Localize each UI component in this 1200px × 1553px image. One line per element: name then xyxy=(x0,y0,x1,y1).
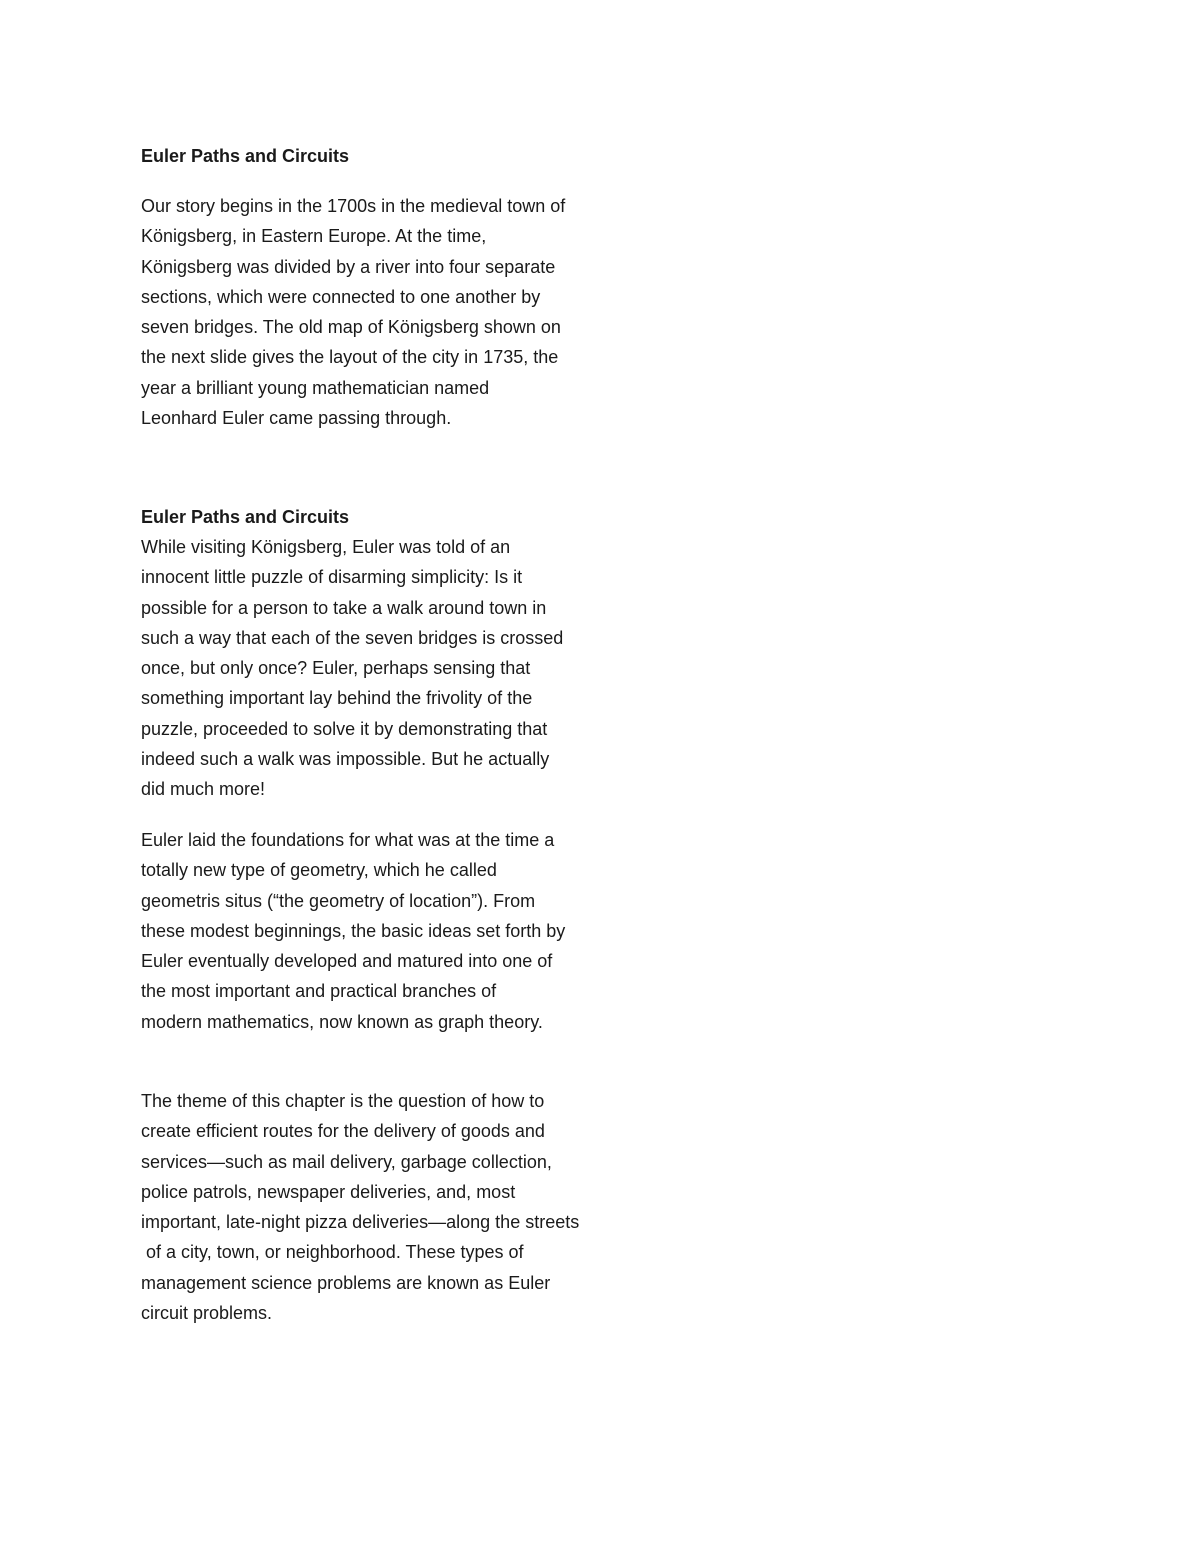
paragraph-line: services—such as mail delivery, garbage collection, xyxy=(141,1151,552,1172)
section1-paragraph xyxy=(141,191,565,433)
paragraph-line: Our story begins in the 1700s in the medieval town of xyxy=(141,196,566,216)
paragraph-line: totally new type of geometry, which he called xyxy=(141,860,497,881)
paragraph-line: indeed such a walk was impossible. But he actually xyxy=(141,749,550,770)
paragraph-line: management science problems are known as Euler xyxy=(141,1272,551,1293)
paragraph-line: police patrols, newspaper deliveries, and, most xyxy=(141,1181,516,1202)
paragraph-line: Leonhard Euler came passing through. xyxy=(141,408,452,429)
heading-text: Euler Paths and Circuits xyxy=(141,507,350,527)
paragraph-line: these modest beginnings, the basic ideas set forth by xyxy=(141,920,566,941)
paragraph-line: create efficient routes for the delivery of goods and xyxy=(141,1121,545,1142)
paragraph-line: something important lay behind the frivolity of the xyxy=(141,688,533,709)
paragraph-line: The theme of this chapter is the question of how to xyxy=(141,1091,545,1111)
paragraph-line: seven bridges. The old map of Königsberg shown on xyxy=(141,317,561,338)
paragraph-line: innocent little puzzle of disarming simplicity: Is it xyxy=(141,567,523,588)
paragraph-line: the next slide gives the layout of the city in 1735, the xyxy=(141,347,559,368)
section1-heading xyxy=(141,141,349,171)
paragraph-line: Königsberg was divided by a river into four separate xyxy=(141,256,556,277)
paragraph-line: did much more! xyxy=(141,779,266,800)
paragraph-line: once, but only once? Euler, perhaps sensing that xyxy=(141,658,531,679)
paragraph-line: Euler laid the foundations for what was at the time a xyxy=(141,830,555,850)
paragraph-line: Euler eventually developed and matured into one of xyxy=(141,951,553,972)
paragraph-line: Königsberg, in Eastern Europe. At the time, xyxy=(141,226,487,247)
section2-paragraph-1 xyxy=(141,532,563,805)
section2-paragraph-2 xyxy=(141,825,565,1037)
paragraph-line: While visiting Königsberg, Euler was told of an xyxy=(141,537,511,557)
paragraph-line: year a brilliant young mathematician named xyxy=(141,377,490,398)
paragraph-line: sections, which were connected to one another by xyxy=(141,286,541,307)
paragraph-line: circuit problems. xyxy=(141,1303,273,1324)
paragraph-line: the most important and practical branches of xyxy=(141,981,497,1002)
paragraph-line: puzzle, proceeded to solve it by demonstrating that xyxy=(141,718,548,739)
paragraph-line: geometris situs (“the geometry of location”). From xyxy=(141,890,536,911)
paragraph-line: such a way that each of the seven bridges is crossed xyxy=(141,627,564,648)
section2-heading xyxy=(141,502,349,532)
paragraph-line: of a city, town, or neighborhood. These types of xyxy=(141,1242,524,1263)
paragraph-line: important, late-night pizza deliveries—along the streets xyxy=(141,1212,580,1233)
paragraph-line: possible for a person to take a walk around town in xyxy=(141,597,547,618)
section2-paragraph-3 xyxy=(141,1086,579,1328)
paragraph-line: modern mathematics, now known as graph theory. xyxy=(141,1011,543,1032)
heading-text: Euler Paths and Circuits xyxy=(141,146,350,166)
